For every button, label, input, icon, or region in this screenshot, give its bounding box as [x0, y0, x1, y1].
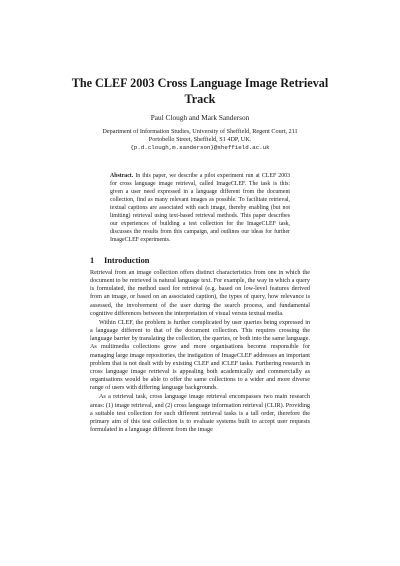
abstract-label: Abstract.: [110, 173, 134, 179]
body-paragraph: Within CLEF, the problem is further complicated by user queries being expressed in a language different to that of the document collection. This requires crossing the language barrier by translating the collection, the queries, or both into the same language. As multimedia collections grow and more organisations become responsible for managing large image repositories, the instigation of ImageCLEF addresses an important problem that is not dealt with by existing CLEF and iCLEF tasks. Furthering research in cross language image retrieval is appealing both academically and commercially as organisations would be able to offer the same collections to a wider and more diverse range of users with differing language backgrounds.: [90, 319, 310, 392]
body-paragraph: Retrieval from an image collection offers distinct characteristics from one in which the document to be retrieved is natural language text. For example, the way in which a query is formulated, the method used for retrieval (e.g. based on low-level features derived from an image, or based on an associated caption), the types of query, how relevance is assessed, the involvement of the user during the search process, and fundamental cognitive differences between the interpretation of visual versus textual media.: [90, 270, 310, 317]
abstract-text: In this paper, we describe a pilot experiment run at CLEF 2003 for cross language image retrieval, called ImageCLEF. The task is this: given a user need expressed in a language different from the document collection, find as many relevant images as possible. To facilitate retrieval, textual captions are associated with each image, thereby enabling (but not limiting) retrieval using text-based retrieval methods. This paper describes our experiences of building a test collection for the ImageCLEF task, discusses the results from this campaign, and outlines our ideas for further ImageCLEF experiments.: [110, 173, 290, 243]
section-title: Introduction: [104, 256, 150, 265]
paper-title: The CLEF 2003 Cross Language Image Retrieval Track: [71, 76, 329, 106]
abstract: [110, 173, 290, 245]
paper-authors: Paul Clough and Mark Sanderson: [150, 113, 250, 122]
section-body: [90, 269, 310, 434]
author-affiliation: [72, 128, 328, 153]
section-number: 1: [90, 256, 95, 265]
affiliation-line: Department of Information Studies, University of Sheffield, Regent Court, 211: [102, 128, 298, 135]
body-paragraph: As a retrieval task, cross language image retrieval encompasses two main research areas: (1) image retrieval, and (2) cross language information retrieval (CLIR). Providing a suitable test collection for such different retrieval tasks is a tall order, therefore the primary aim of this test collection is to evaluate systems built to accept user requests formulated in a language different from the image: [90, 394, 310, 433]
section-heading: [90, 256, 310, 266]
affiliation-line: Portobello Street, Sheffield, S1 4DP, UK.: [148, 136, 252, 144]
author-emails: {p.d.clough,m.sanderson}@sheffield.ac.uk: [130, 144, 270, 152]
